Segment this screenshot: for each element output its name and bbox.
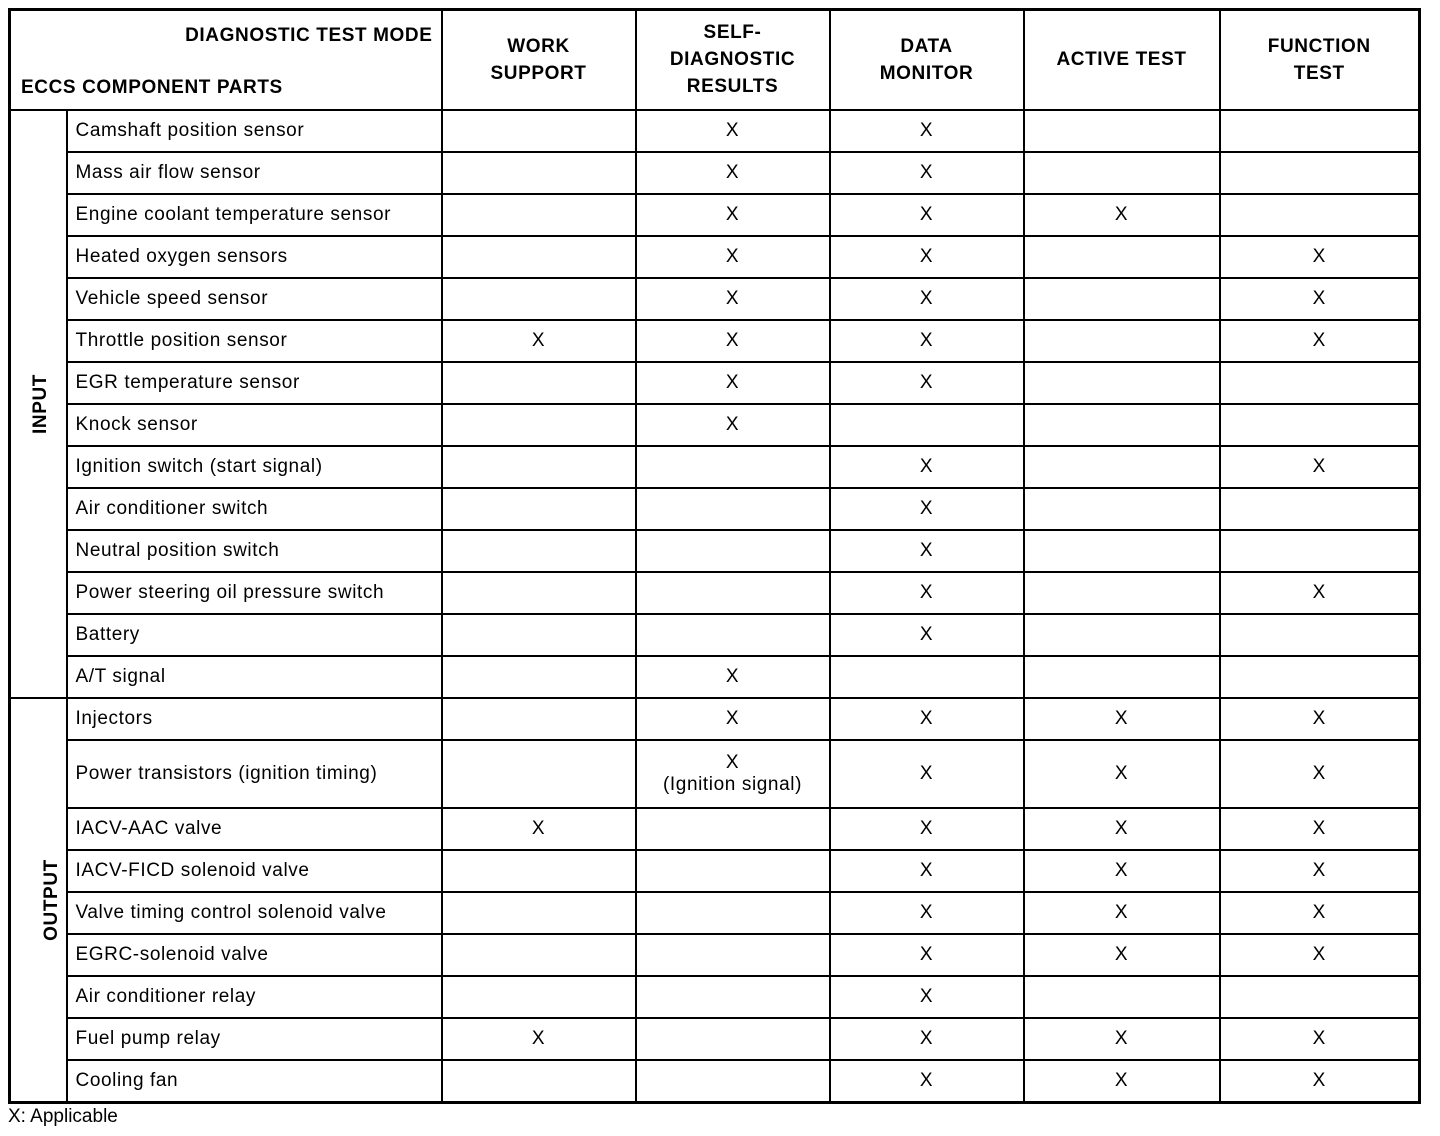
applicability-cell bbox=[830, 488, 1024, 530]
applicability-cell bbox=[1220, 698, 1420, 740]
applicable-mark: X bbox=[919, 287, 934, 309]
table-row bbox=[10, 1060, 1420, 1102]
applicability-cell bbox=[636, 808, 830, 850]
applicability-cell bbox=[442, 976, 636, 1018]
group-label: INPUT bbox=[30, 373, 51, 434]
applicability-cell bbox=[636, 850, 830, 892]
applicability-cell bbox=[636, 614, 830, 656]
applicability-cell bbox=[1220, 572, 1420, 614]
applicability-cell bbox=[442, 934, 636, 976]
applicable-mark: X bbox=[919, 818, 934, 840]
table-row bbox=[10, 194, 1420, 236]
applicability-cell bbox=[1024, 656, 1220, 698]
column-header: ACTIVE TEST bbox=[1024, 10, 1220, 110]
table-row bbox=[10, 1018, 1420, 1060]
applicability-cell bbox=[1024, 488, 1220, 530]
applicable-mark: X bbox=[1312, 818, 1326, 840]
applicability-cell bbox=[830, 362, 1024, 404]
applicable-mark: X bbox=[725, 203, 740, 225]
applicable-mark: X bbox=[1312, 329, 1326, 351]
ignition-signal-note: (Ignition signal) bbox=[662, 773, 803, 795]
applicability-cell bbox=[1220, 236, 1420, 278]
applicability-cell bbox=[1024, 976, 1220, 1018]
table-row bbox=[10, 236, 1420, 278]
applicable-mark: X bbox=[725, 119, 740, 141]
applicable-mark: X bbox=[919, 581, 934, 603]
component-name: Engine coolant temperature sensor bbox=[67, 194, 442, 236]
column-header: SELF- DIAGNOSTIC RESULTS bbox=[636, 10, 830, 110]
applicable-mark: X bbox=[919, 944, 934, 966]
applicability-cell bbox=[442, 278, 636, 320]
component-name: Injectors bbox=[67, 698, 442, 740]
applicable-mark: X bbox=[725, 413, 740, 435]
applicable-mark: X bbox=[1312, 944, 1326, 966]
applicability-cell bbox=[1220, 892, 1420, 934]
applicable-mark: X bbox=[919, 1070, 934, 1092]
applicable-mark: X bbox=[725, 707, 740, 729]
applicable-mark: X bbox=[919, 902, 934, 924]
applicability-cell bbox=[1024, 934, 1220, 976]
applicability-cell bbox=[1220, 446, 1420, 488]
applicable-mark: X bbox=[1114, 762, 1129, 784]
applicable-mark: X bbox=[725, 161, 740, 183]
applicability-cell bbox=[636, 976, 830, 1018]
applicability-cell bbox=[442, 446, 636, 488]
applicable-mark: X bbox=[919, 161, 934, 183]
applicability-cell bbox=[830, 110, 1024, 152]
column-header: WORK SUPPORT bbox=[442, 10, 636, 110]
applicability-cell bbox=[1220, 110, 1420, 152]
applicable-mark: X bbox=[1312, 902, 1326, 924]
applicability-cell bbox=[1024, 446, 1220, 488]
table-row bbox=[10, 488, 1420, 530]
applicability-cell bbox=[636, 362, 830, 404]
table-row bbox=[10, 110, 1420, 152]
applicability-cell bbox=[1024, 1060, 1220, 1102]
applicability-cell bbox=[1220, 530, 1420, 572]
applicability-cell bbox=[1024, 740, 1220, 809]
applicability-cell bbox=[830, 740, 1024, 809]
component-name: Mass air flow sensor bbox=[67, 152, 442, 194]
applicability-cell bbox=[1220, 976, 1420, 1018]
applicability-cell bbox=[1024, 194, 1220, 236]
applicable-mark: X bbox=[919, 371, 934, 393]
applicable-mark: X bbox=[725, 329, 740, 351]
corner-header bbox=[10, 10, 442, 110]
applicability-cell bbox=[636, 698, 830, 740]
group-label: OUTPUT bbox=[40, 858, 62, 941]
applicability-cell bbox=[442, 698, 636, 740]
column-header: DATA MONITOR bbox=[830, 10, 1024, 110]
component-name: Heated oxygen sensors bbox=[67, 236, 442, 278]
applicability-cell bbox=[442, 362, 636, 404]
applicability-cell bbox=[1220, 404, 1420, 446]
applicability-cell bbox=[830, 152, 1024, 194]
applicable-mark: X bbox=[725, 665, 740, 687]
applicability-cell bbox=[442, 850, 636, 892]
component-name: Air conditioner relay bbox=[67, 976, 442, 1018]
applicable-mark: X bbox=[1312, 287, 1326, 309]
component-name: Neutral position switch bbox=[67, 530, 442, 572]
table-row bbox=[10, 850, 1420, 892]
applicable-mark: X bbox=[1312, 1070, 1326, 1092]
applicability-cell bbox=[442, 152, 636, 194]
applicable-mark: X bbox=[919, 539, 934, 561]
column-header: FUNCTION TEST bbox=[1220, 10, 1420, 110]
component-name: Fuel pump relay bbox=[67, 1018, 442, 1060]
applicable-mark: X bbox=[1114, 1070, 1129, 1092]
applicability-cell bbox=[636, 278, 830, 320]
applicability-cell bbox=[636, 236, 830, 278]
applicable-mark: X bbox=[1114, 1028, 1129, 1050]
applicability-cell bbox=[1220, 194, 1420, 236]
applicable-mark: X bbox=[919, 1028, 934, 1050]
applicable-mark: X bbox=[1312, 707, 1326, 729]
applicable-mark: X bbox=[1312, 245, 1326, 267]
applicable-mark: X bbox=[725, 371, 740, 393]
applicability-cell bbox=[1220, 614, 1420, 656]
applicability-cell bbox=[1220, 152, 1420, 194]
applicability-cell bbox=[1220, 850, 1420, 892]
applicable-mark: X bbox=[919, 203, 934, 225]
applicability-cell bbox=[442, 572, 636, 614]
applicability-cell bbox=[636, 656, 830, 698]
applicability-cell bbox=[830, 656, 1024, 698]
applicable-mark: X bbox=[919, 329, 934, 351]
table-header-row bbox=[10, 10, 1420, 110]
applicability-cell bbox=[830, 614, 1024, 656]
applicability-cell bbox=[636, 530, 830, 572]
applicable-mark: X bbox=[919, 707, 934, 729]
applicability-cell bbox=[1024, 320, 1220, 362]
component-name: Vehicle speed sensor bbox=[67, 278, 442, 320]
table-row bbox=[10, 808, 1420, 850]
applicability-cell bbox=[1220, 1018, 1420, 1060]
component-name: EGRC-solenoid valve bbox=[67, 934, 442, 976]
applicability-cell bbox=[830, 236, 1024, 278]
applicability-cell bbox=[636, 934, 830, 976]
applicability-cell bbox=[442, 110, 636, 152]
table-row bbox=[10, 572, 1420, 614]
applicability-cell bbox=[830, 572, 1024, 614]
applicability-cell bbox=[830, 1060, 1024, 1102]
applicable-mark: X bbox=[725, 245, 740, 267]
applicability-cell bbox=[1220, 488, 1420, 530]
component-name: Power transistors (ignition timing) bbox=[67, 740, 442, 809]
applicability-cell bbox=[1024, 110, 1220, 152]
applicability-cell bbox=[636, 572, 830, 614]
diagnostic-mode-table bbox=[8, 8, 1421, 1104]
applicability-cell bbox=[1024, 572, 1220, 614]
applicability-cell bbox=[830, 404, 1024, 446]
applicability-cell bbox=[1024, 892, 1220, 934]
applicable-mark: X bbox=[725, 287, 740, 309]
applicability-cell bbox=[1220, 320, 1420, 362]
applicability-cell bbox=[1220, 740, 1420, 809]
applicability-cell bbox=[1024, 404, 1220, 446]
legend-note: X: Applicable bbox=[8, 1106, 118, 1127]
applicability-cell bbox=[442, 808, 636, 850]
applicability-cell bbox=[442, 194, 636, 236]
applicability-cell bbox=[1024, 698, 1220, 740]
applicable-mark: X bbox=[1114, 818, 1129, 840]
applicability-cell bbox=[442, 1018, 636, 1060]
applicability-cell bbox=[442, 236, 636, 278]
applicability-cell bbox=[830, 1018, 1024, 1060]
applicability-cell bbox=[830, 320, 1024, 362]
applicability-cell bbox=[442, 740, 636, 809]
diagnostic-test-mode-label: DIAGNOSTIC TEST MODE bbox=[185, 25, 433, 46]
eccs-component-parts-label: ECCS COMPONENT PARTS bbox=[21, 76, 283, 98]
applicable-mark: X bbox=[919, 986, 934, 1008]
applicable-mark: X bbox=[531, 818, 546, 840]
applicability-cell bbox=[830, 278, 1024, 320]
component-name: IACV-FICD solenoid valve bbox=[67, 850, 442, 892]
component-name: Ignition switch (start signal) bbox=[67, 446, 442, 488]
component-name: Cooling fan bbox=[67, 1060, 442, 1102]
applicability-cell bbox=[1024, 362, 1220, 404]
applicability-cell bbox=[442, 530, 636, 572]
applicability-cell bbox=[830, 892, 1024, 934]
applicability-cell bbox=[636, 446, 830, 488]
component-name: Battery bbox=[67, 614, 442, 656]
table-row bbox=[10, 976, 1420, 1018]
table-row bbox=[10, 698, 1420, 740]
applicable-mark: X bbox=[1114, 902, 1129, 924]
applicability-cell bbox=[1024, 614, 1220, 656]
applicable-mark: X bbox=[1312, 860, 1326, 882]
applicability-cell bbox=[1024, 808, 1220, 850]
applicable-mark: X bbox=[919, 245, 934, 267]
applicable-mark: X bbox=[1114, 860, 1129, 882]
applicability-cell bbox=[1220, 808, 1420, 850]
applicability-cell bbox=[1024, 850, 1220, 892]
applicable-mark: X bbox=[919, 119, 934, 141]
group-label-cell bbox=[10, 698, 67, 1103]
applicability-cell bbox=[636, 152, 830, 194]
applicability-cell bbox=[1024, 1018, 1220, 1060]
applicability-cell bbox=[636, 740, 830, 809]
component-name: Air conditioner switch bbox=[67, 488, 442, 530]
applicable-mark: X bbox=[531, 329, 546, 351]
applicability-cell bbox=[1024, 236, 1220, 278]
applicability-cell bbox=[442, 320, 636, 362]
applicable-mark: X bbox=[531, 1028, 546, 1050]
applicable-mark: X bbox=[919, 497, 934, 519]
applicable-mark: X bbox=[1312, 762, 1326, 784]
applicable-mark: X bbox=[1114, 944, 1129, 966]
applicability-cell bbox=[636, 404, 830, 446]
applicability-cell bbox=[1024, 530, 1220, 572]
applicability-cell bbox=[1024, 152, 1220, 194]
table-row bbox=[10, 530, 1420, 572]
table-row bbox=[10, 934, 1420, 976]
table-row bbox=[10, 656, 1420, 698]
table-row bbox=[10, 446, 1420, 488]
table-body bbox=[10, 110, 1420, 1103]
applicability-cell bbox=[830, 934, 1024, 976]
table-row bbox=[10, 362, 1420, 404]
applicable-mark: X bbox=[1114, 203, 1129, 225]
applicability-cell bbox=[442, 656, 636, 698]
applicability-cell bbox=[830, 446, 1024, 488]
applicability-cell bbox=[636, 1018, 830, 1060]
applicability-cell bbox=[442, 892, 636, 934]
applicability-cell bbox=[1220, 934, 1420, 976]
table-row bbox=[10, 404, 1420, 446]
component-name: Throttle position sensor bbox=[67, 320, 442, 362]
applicable-mark: X bbox=[1312, 581, 1326, 603]
applicability-cell bbox=[830, 194, 1024, 236]
applicability-cell bbox=[830, 698, 1024, 740]
applicability-cell bbox=[636, 488, 830, 530]
applicability-cell bbox=[830, 808, 1024, 850]
component-name: Valve timing control solenoid valve bbox=[67, 892, 442, 934]
applicable-mark: X bbox=[919, 623, 934, 645]
applicability-cell bbox=[636, 110, 830, 152]
applicability-cell bbox=[830, 850, 1024, 892]
applicability-cell bbox=[1220, 362, 1420, 404]
applicability-cell bbox=[442, 488, 636, 530]
component-name: Knock sensor bbox=[67, 404, 442, 446]
applicable-mark: X bbox=[725, 751, 740, 773]
group-label-cell bbox=[10, 110, 67, 698]
applicability-cell bbox=[830, 976, 1024, 1018]
applicable-mark: X bbox=[1114, 707, 1129, 729]
applicable-mark: X bbox=[919, 860, 934, 882]
table-row bbox=[10, 740, 1420, 809]
applicability-cell bbox=[442, 404, 636, 446]
applicable-mark: X bbox=[1312, 455, 1326, 477]
applicability-cell bbox=[442, 614, 636, 656]
applicability-cell bbox=[1024, 278, 1220, 320]
component-name: Camshaft position sensor bbox=[67, 110, 442, 152]
applicability-cell bbox=[1220, 1060, 1420, 1102]
table-row bbox=[10, 278, 1420, 320]
component-name: Power steering oil pressure switch bbox=[67, 572, 442, 614]
applicable-mark: X bbox=[1312, 1028, 1326, 1050]
table-row bbox=[10, 320, 1420, 362]
applicable-mark: X bbox=[919, 762, 934, 784]
applicability-cell bbox=[636, 892, 830, 934]
table-row bbox=[10, 892, 1420, 934]
applicability-cell bbox=[830, 530, 1024, 572]
applicability-cell bbox=[1220, 656, 1420, 698]
table-row bbox=[10, 152, 1420, 194]
applicability-cell bbox=[636, 194, 830, 236]
applicability-cell bbox=[636, 320, 830, 362]
component-name: IACV-AAC valve bbox=[67, 808, 442, 850]
table-row bbox=[10, 614, 1420, 656]
applicability-cell bbox=[1220, 278, 1420, 320]
applicability-cell bbox=[636, 1060, 830, 1102]
component-name: A/T signal bbox=[67, 656, 442, 698]
applicable-mark: X bbox=[919, 455, 934, 477]
component-name: EGR temperature sensor bbox=[67, 362, 442, 404]
applicability-cell bbox=[442, 1060, 636, 1102]
